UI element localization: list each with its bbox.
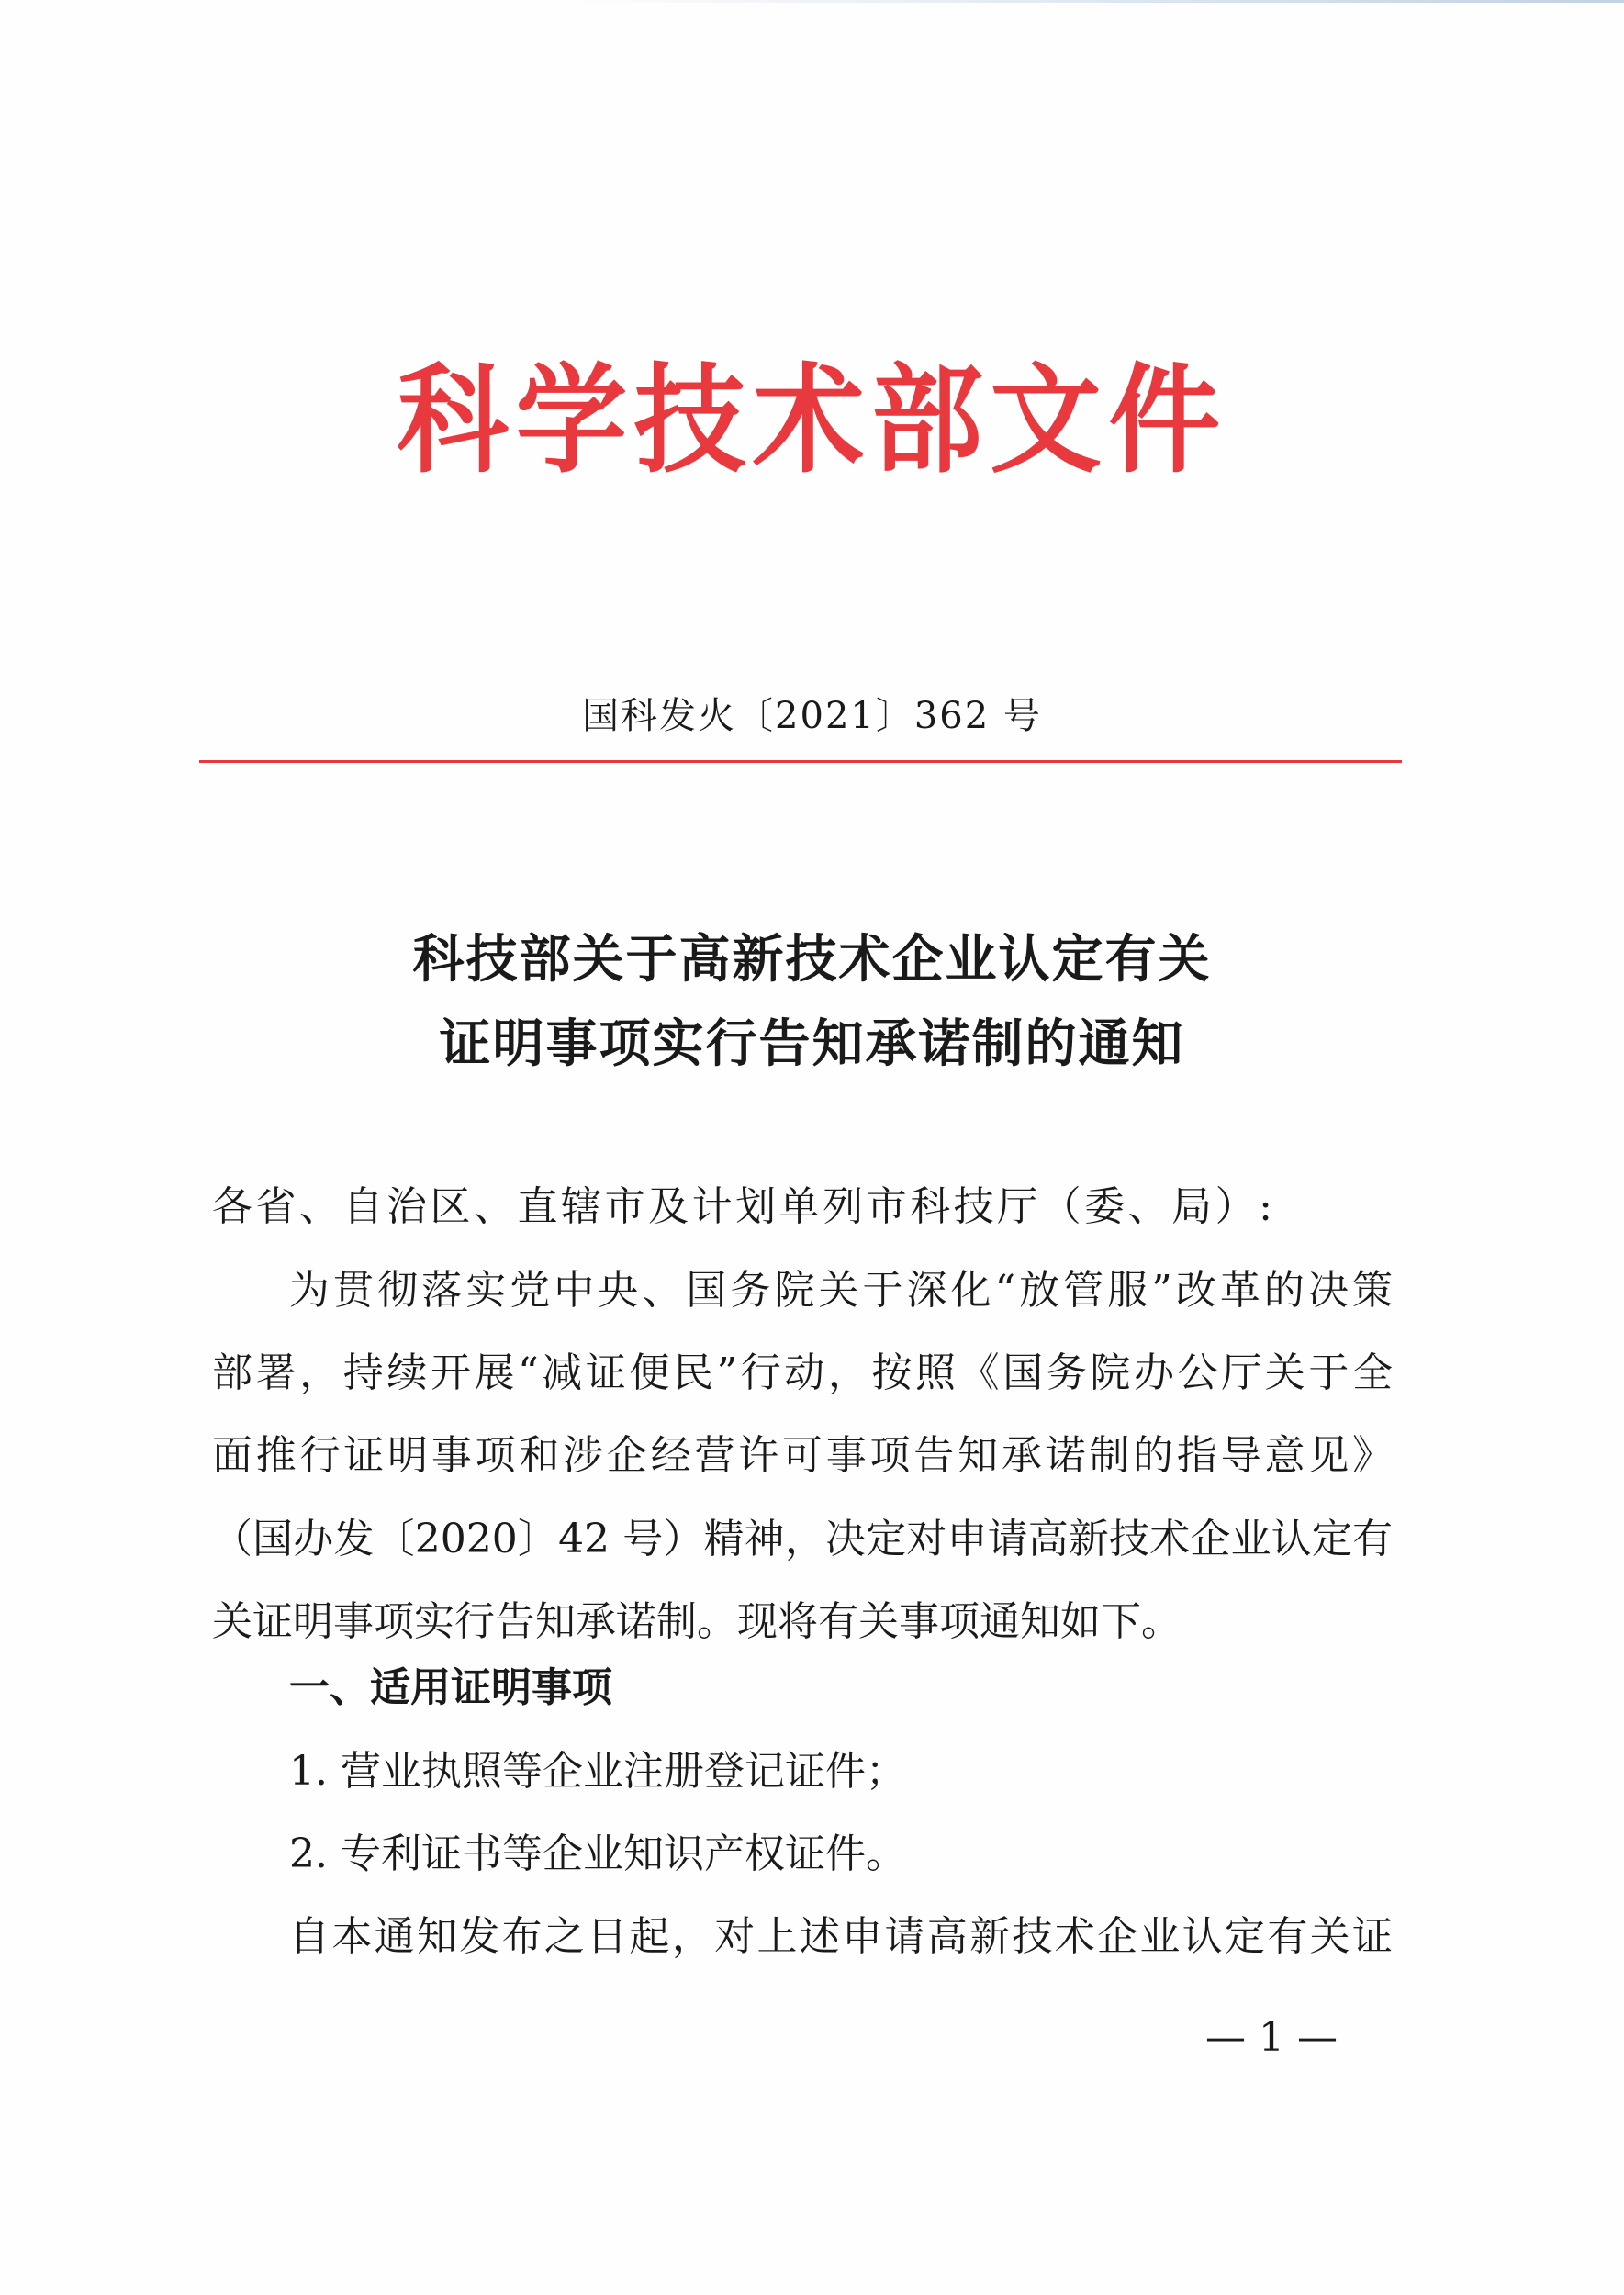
paragraph-1-line-2: 部署，持续开展“减证便民”行动，按照《国务院办公厅关于全 — [212, 1349, 1393, 1396]
notice-title-line-1: 科技部关于高新技术企业认定有关 — [412, 930, 1212, 990]
list-item-1: 1. 营业执照等企业注册登记证件； — [289, 1748, 906, 1795]
paragraph-1-line-4: （国办发〔2020〕42 号）精神，决定对申请高新技术企业认定有 — [212, 1516, 1393, 1562]
paragraph-1-line-3: 面推行证明事项和涉企经营许可事项告知承诺制的指导意见》 — [212, 1432, 1393, 1479]
issuer-header-title: 科学技术部文件 — [397, 353, 1227, 489]
list-item-2: 2. 专利证书等企业知识产权证件。 — [289, 1830, 906, 1877]
notice-title-line-2: 证明事项实行告知承诺制的通知 — [439, 1014, 1185, 1074]
paragraph-2-line-1: 自本通知发布之日起，对上述申请高新技术企业认定有关证 — [289, 1913, 1393, 1960]
document-number: 国科发火〔2021〕362 号 — [582, 695, 1042, 737]
scan-edge — [551, 0, 1624, 3]
paragraph-1-line-5: 关证明事项实行告知承诺制。现将有关事项通知如下。 — [212, 1598, 1182, 1645]
red-separator-line — [199, 760, 1402, 763]
page-number: — 1 — — [1205, 2014, 1338, 2061]
paragraph-1-line-1: 为贯彻落实党中央、国务院关于深化“放管服”改革的决策 — [289, 1267, 1393, 1314]
recipients-line: 各省、自治区、直辖市及计划单列市科技厅（委、局）: — [212, 1183, 1272, 1230]
notice-title — [0, 918, 1624, 1087]
section-1-heading: 一、适用证明事项 — [289, 1664, 612, 1711]
